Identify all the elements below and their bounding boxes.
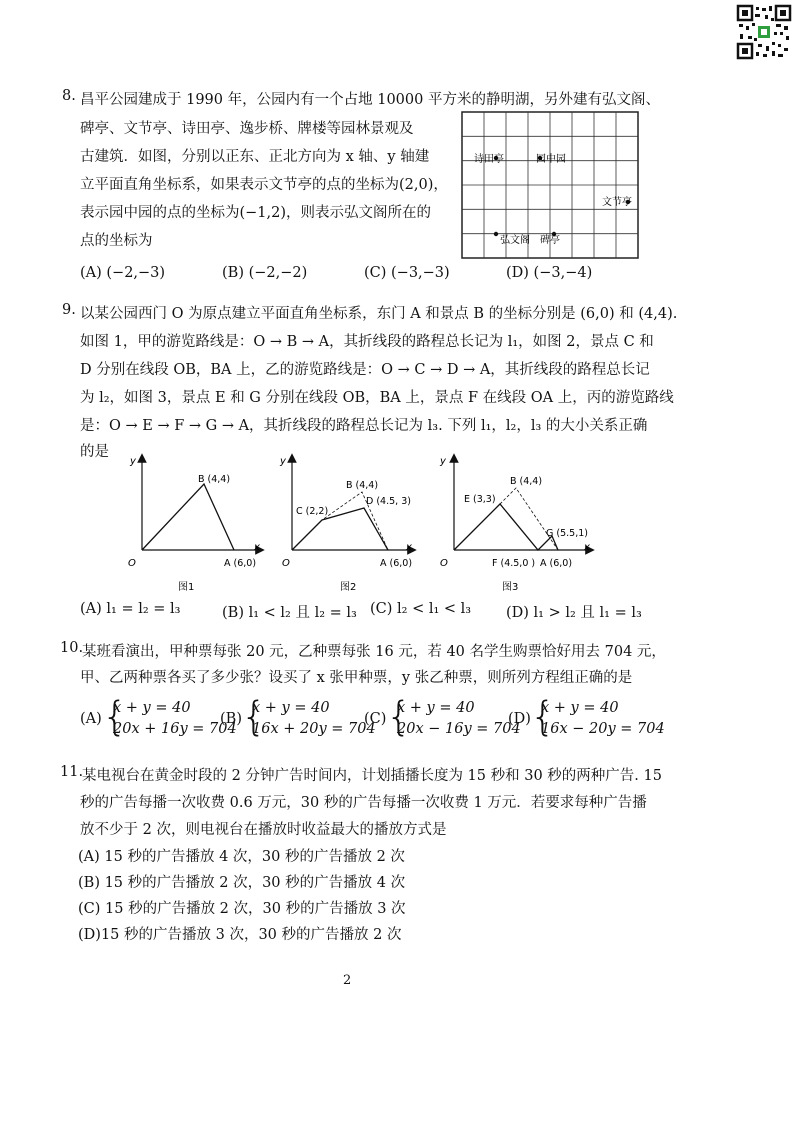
q10-option-d-eq1: x + y = 40: [541, 700, 619, 716]
q8-line-1: 昌平公园建成于 1990 年，公园内有一个占地 10000 平方米的静明湖，另外建有弘文阁、: [80, 92, 660, 108]
q9-line-2: 如图 1，甲的游览路线是：O → B → A，其折线段的路程总长记为 l₁，如图 2，景点 C 和: [80, 334, 654, 350]
q8-option-b[interactable]: (B) (−2,−2): [222, 265, 308, 281]
q8-line-2: 碑亭、文节亭、诗田亭、逸步桥、牌楼等园林景观及: [80, 121, 414, 137]
q8-option-a[interactable]: (A) (−2,−3): [80, 265, 166, 281]
q11-option-c[interactable]: (C) 15 秒的广告播放 2 次，30 秒的广告播放 3 次: [78, 901, 406, 917]
label-o: O: [440, 558, 448, 569]
q10-option-b-eq2: 16x + 20y = 704: [252, 721, 376, 737]
q10-line-2: 甲、乙两种票各买了多少张？设买了 x 张甲种票，y 张乙种票，则所列方程组正确的是: [80, 670, 633, 686]
route-o-b-a: [142, 484, 234, 550]
caption: 图2: [340, 582, 357, 593]
q9-figure-1: [120, 452, 270, 602]
q10-option-a-eq1: x + y = 40: [113, 700, 191, 716]
q10-number: 10.: [60, 640, 84, 656]
q10-option-b-eq1: x + y = 40: [252, 700, 330, 716]
q10-option-d-label[interactable]: (D): [508, 711, 531, 727]
q10-option-a-eq2: 20x + 16y = 704: [113, 721, 237, 737]
label-f: F (4.5,0 ): [492, 558, 536, 569]
q10-option-a-label[interactable]: (A): [80, 711, 102, 727]
label-b: B (4,4): [346, 480, 379, 491]
q11-option-b[interactable]: (B) 15 秒的广告播放 2 次，30 秒的广告播放 4 次: [78, 875, 406, 891]
page-number: 2: [343, 973, 352, 988]
x-label: x: [254, 542, 260, 553]
label-a: A (6,0): [380, 558, 413, 569]
label-a: A (6,0): [224, 558, 257, 569]
label-o: O: [282, 558, 290, 569]
q8-option-d[interactable]: (D) (−3,−4): [506, 265, 593, 281]
q9-line-3: D 分别在线段 OB，BA 上，乙的游览路线是：O → C → D → A，其折线段的路程总长记: [80, 362, 650, 378]
caption: 图1: [178, 582, 195, 593]
q10-option-c-brace: {: [386, 694, 412, 740]
q9-option-a[interactable]: (A) l₁ = l₂ = l₃: [80, 601, 181, 617]
x-label: x: [406, 542, 412, 553]
label-beiting: 碑亭: [540, 235, 560, 246]
q9-figure-2: [278, 452, 428, 602]
label-g: G (5.5,1): [546, 528, 588, 539]
y-label: y: [130, 456, 136, 467]
caption: 图3: [502, 582, 519, 593]
q8-park-grid: [460, 110, 640, 260]
label-yuanzhong: 园中园: [536, 154, 566, 165]
q10-option-d-brace: {: [530, 694, 556, 740]
q10-option-b-brace: {: [241, 694, 267, 740]
qr-code: [736, 4, 792, 60]
q11-number: 11.: [60, 764, 84, 780]
q9-line-6: 的是: [80, 444, 109, 460]
point-hongwen: [494, 232, 498, 236]
label-o: O: [128, 558, 136, 569]
label-c: C (2,2): [296, 506, 329, 517]
q9-option-b[interactable]: (B) l₁ < l₂ 且 l₂ = l₃: [222, 605, 357, 621]
q9-option-d[interactable]: (D) l₁ > l₂ 且 l₁ = l₃: [506, 605, 642, 621]
label-hongwen: 弘文阁: [500, 235, 530, 246]
q10-option-c-eq2: 20x − 16y = 704: [397, 721, 521, 737]
q9-line-1: 以某公园西门 O 为原点建立平面直角坐标系，东门 A 和景点 B 的坐标分别是 (6,0) 和 (4,4).: [80, 306, 678, 322]
q8-number: 8.: [62, 88, 76, 104]
q11-option-a[interactable]: (A) 15 秒的广告播放 4 次，30 秒的广告播放 2 次: [78, 849, 405, 865]
q10-option-c-label[interactable]: (C): [364, 711, 387, 727]
q10-option-d-eq2: 16x − 20y = 704: [541, 721, 665, 737]
q11-option-d[interactable]: (D)15 秒的广告播放 3 次，30 秒的广告播放 2 次: [78, 927, 402, 943]
q8-line-6: 点的坐标为: [80, 233, 153, 249]
q10-option-b-label[interactable]: (B): [220, 711, 242, 727]
q8-line-3: 古建筑．如图，分别以正东、正北方向为 x 轴、y 轴建: [80, 149, 430, 165]
q11-line-2: 秒的广告每播一次收费 0.6 万元，30 秒的广告每播一次收费 1 万元．若要求每种广告播: [80, 795, 647, 811]
label-d: D (4.5, 3): [366, 496, 411, 507]
label-shitian: 诗田亭: [474, 154, 504, 165]
q10-option-a-brace: {: [102, 694, 128, 740]
q8-line-5: 表示园中园的点的坐标为(−1,2)，则表示弘文阁所在的: [80, 205, 432, 221]
q10-option-c-eq1: x + y = 40: [397, 700, 475, 716]
label-b: B (4,4): [510, 476, 543, 487]
q10-line-1: 某班看演出，甲种票每张 20 元，乙种票每张 16 元，若 40 名学生购票恰好用去 704 元，: [82, 644, 666, 660]
q9-line-4: 为 l₂，如图 3，景点 E 和 G 分别在线段 OB，BA 上，景点 F 在线段 OA 上，丙的游览路线: [80, 390, 674, 406]
q9-figure-3: [430, 452, 600, 602]
q8-line-4: 立平面直角坐标系，如果表示文节亭的点的坐标为(2,0)，: [80, 177, 448, 193]
y-label: y: [280, 456, 286, 467]
label-wenjie: 文节亭: [602, 197, 632, 208]
label-b: B (4,4): [198, 474, 231, 485]
q11-line-3: 放不少于 2 次，则电视台在播放时收益最大的播放方式是: [80, 822, 447, 838]
route-o-e-f-g-a: [454, 504, 558, 550]
q11-line-1: 某电视台在黄金时段的 2 分钟广告时间内，计划插播长度为 15 秒和 30 秒的两种广告. 15: [82, 768, 662, 784]
label-a: A (6,0): [540, 558, 573, 569]
label-e: E (3,3): [464, 494, 496, 505]
x-label: x: [584, 542, 590, 553]
q9-number: 9.: [62, 302, 76, 318]
q8-option-c[interactable]: (C) (−3,−3): [364, 265, 450, 281]
q9-line-5: 是：O → E → F → G → A，其折线段的路程总长记为 l₃. 下列 l₁，l₂，l₃ 的大小关系正确: [80, 418, 648, 434]
y-label: y: [440, 456, 446, 467]
q9-option-c[interactable]: (C) l₂ < l₁ < l₃: [370, 601, 472, 617]
